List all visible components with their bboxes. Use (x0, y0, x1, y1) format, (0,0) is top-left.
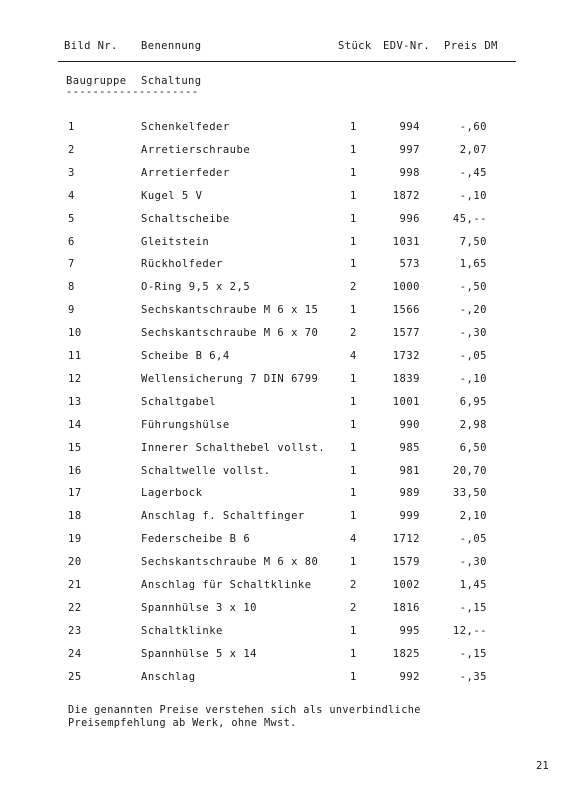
header-edv-nr: EDV-Nr. (383, 40, 431, 52)
part-quantity: 1 (350, 121, 357, 133)
part-quantity: 1 (350, 258, 357, 271)
table-row (0, 465, 565, 483)
part-quantity: 1 (350, 487, 357, 500)
part-name: Führungshülse (141, 418, 230, 431)
part-edv-number: 1000 (392, 281, 420, 294)
part-number: 7 (68, 258, 75, 271)
part-number: 5 (68, 212, 75, 225)
part-name: Innerer Schalthebel vollst. (141, 441, 326, 454)
header-preis-dm: Preis DM (444, 40, 498, 52)
part-edv-number: 1579 (392, 556, 420, 569)
part-price: -,15 (459, 601, 487, 614)
table-row (0, 442, 565, 460)
part-quantity: 1 (350, 189, 357, 202)
part-name: Arretierschraube (141, 143, 251, 156)
part-price: -,10 (459, 372, 487, 385)
part-name: Spannhülse 3 x 10 (141, 601, 257, 614)
group-name: Schaltung (141, 75, 202, 87)
table-row (0, 533, 565, 551)
table-row (0, 258, 565, 276)
part-edv-number: 1001 (392, 395, 420, 408)
part-number: 16 (68, 464, 82, 477)
part-number: 12 (68, 372, 82, 385)
part-name: Scheibe B 6,4 (141, 350, 230, 362)
part-edv-number: 992 (399, 670, 420, 683)
part-quantity: 1 (350, 464, 357, 477)
table-row (0, 510, 565, 528)
header-bild-nr: Bild Nr. (64, 40, 118, 52)
part-edv-number: 981 (399, 464, 420, 477)
part-price: 7,50 (459, 235, 487, 248)
footnote-line-2: Preisempfehlung ab Werk, ohne Mwst. (68, 718, 297, 729)
part-quantity: 2 (350, 281, 357, 294)
header-rule (58, 61, 516, 62)
part-price: 12,-- (452, 624, 487, 637)
table-row (0, 350, 565, 368)
part-price: -,45 (459, 166, 487, 179)
table-row (0, 602, 565, 620)
part-name: Sechskantschraube M 6 x 70 (141, 327, 319, 340)
part-name: Schaltscheibe (141, 212, 230, 225)
part-number: 8 (68, 281, 75, 294)
part-number: 17 (68, 487, 82, 500)
part-edv-number: 985 (399, 441, 420, 454)
part-edv-number: 994 (399, 121, 420, 133)
part-quantity: 1 (350, 395, 357, 408)
part-edv-number: 1872 (392, 189, 420, 202)
part-number: 2 (68, 143, 75, 156)
part-number: 4 (68, 189, 75, 202)
part-edv-number: 989 (399, 487, 420, 500)
table-row (0, 625, 565, 643)
part-quantity: 2 (350, 601, 357, 614)
part-quantity: 1 (350, 418, 357, 431)
part-quantity: 1 (350, 670, 357, 683)
part-quantity: 2 (350, 579, 357, 591)
part-name: Gleitstein (141, 235, 210, 248)
part-quantity: 4 (350, 350, 357, 362)
part-quantity: 4 (350, 533, 357, 546)
table-row (0, 671, 565, 689)
part-price: 33,50 (452, 487, 487, 500)
part-price: -,05 (459, 533, 487, 546)
part-number: 3 (68, 166, 75, 179)
part-price: -,50 (459, 281, 487, 294)
part-number: 21 (68, 579, 82, 591)
part-price: -,15 (459, 647, 487, 660)
table-row (0, 487, 565, 505)
part-name: Sechskantschraube M 6 x 80 (141, 556, 319, 569)
part-name: O-Ring 9,5 x 2,5 (141, 281, 251, 294)
part-number: 10 (68, 327, 82, 340)
part-name: Spannhülse 5 x 14 (141, 647, 257, 660)
part-edv-number: 990 (399, 418, 420, 431)
part-name: Sechskantschraube M 6 x 15 (141, 304, 319, 317)
part-price: 1,45 (459, 579, 487, 591)
part-name: Arretierfeder (141, 166, 230, 179)
part-edv-number: 1031 (392, 235, 420, 248)
header-benennung: Benennung (141, 40, 202, 52)
part-quantity: 1 (350, 212, 357, 225)
part-quantity: 2 (350, 327, 357, 340)
part-name: Kugel 5 V (141, 189, 203, 202)
part-price: 1,65 (459, 258, 487, 271)
part-price: -,30 (459, 556, 487, 569)
table-row (0, 121, 565, 139)
part-price: 45,-- (452, 212, 487, 225)
part-number: 18 (68, 510, 82, 523)
part-price: -,30 (459, 327, 487, 340)
table-row (0, 648, 565, 666)
part-edv-number: 999 (399, 510, 420, 523)
footnote-line-1: Die genannten Preise verstehen sich als unverbindliche (68, 705, 421, 716)
part-quantity: 1 (350, 235, 357, 248)
group-underline: -------------------- (66, 86, 199, 98)
table-row (0, 556, 565, 574)
part-edv-number: 1839 (392, 372, 420, 385)
table-row (0, 167, 565, 185)
table-row (0, 327, 565, 345)
table-row (0, 213, 565, 231)
part-number: 20 (68, 556, 82, 569)
table-row (0, 419, 565, 437)
part-price: -,35 (459, 670, 487, 683)
part-quantity: 1 (350, 647, 357, 660)
price-footnote (68, 704, 421, 730)
part-number: 25 (68, 670, 82, 683)
part-edv-number: 1712 (392, 533, 420, 546)
table-row (0, 236, 565, 254)
table-row (0, 396, 565, 414)
part-quantity: 1 (350, 166, 357, 179)
part-edv-number: 1566 (392, 304, 420, 317)
part-quantity: 1 (350, 556, 357, 569)
part-edv-number: 998 (399, 166, 420, 179)
part-quantity: 1 (350, 510, 357, 523)
part-price: 2,07 (459, 143, 487, 156)
part-number: 6 (68, 235, 75, 248)
part-name: Rückholfeder (141, 258, 223, 271)
part-name: Wellensicherung 7 DIN 6799 (141, 372, 319, 385)
part-edv-number: 997 (399, 143, 420, 156)
part-edv-number: 1577 (392, 327, 420, 340)
part-price: -,20 (459, 304, 487, 317)
part-edv-number: 1732 (392, 350, 420, 362)
part-price: 2,10 (459, 510, 487, 523)
part-name: Anschlag f. Schaltfinger (141, 510, 305, 523)
part-name: Anschlag (141, 670, 196, 683)
page-number: 21 (536, 760, 549, 772)
part-number: 22 (68, 601, 82, 614)
part-edv-number: 995 (399, 624, 420, 637)
part-quantity: 1 (350, 304, 357, 317)
table-row (0, 190, 565, 208)
part-number: 1 (68, 121, 75, 133)
table-row (0, 304, 565, 322)
part-price: -,05 (459, 350, 487, 362)
part-quantity: 1 (350, 372, 357, 385)
table-row (0, 373, 565, 391)
part-price: 6,95 (459, 395, 487, 408)
table-row (0, 281, 565, 299)
table-row (0, 144, 565, 162)
part-name: Schaltwelle vollst. (141, 464, 271, 477)
part-name: Schenkelfeder (141, 121, 230, 133)
part-quantity: 1 (350, 143, 357, 156)
group-label: Baugruppe (66, 75, 127, 87)
part-name: Lagerbock (141, 487, 203, 500)
part-number: 19 (68, 533, 82, 546)
part-price: -,10 (459, 189, 487, 202)
part-price: 20,70 (452, 464, 487, 477)
header-stueck: Stück (338, 40, 372, 52)
part-edv-number: 573 (399, 258, 420, 271)
part-number: 24 (68, 647, 82, 660)
part-number: 14 (68, 418, 82, 431)
part-number: 23 (68, 624, 82, 637)
part-price: -,60 (459, 121, 487, 133)
table-row (0, 579, 565, 597)
part-edv-number: 1825 (392, 647, 420, 660)
part-name: Schaltklinke (141, 624, 223, 637)
part-name: Schaltgabel (141, 395, 217, 408)
part-number: 9 (68, 304, 75, 317)
part-edv-number: 1816 (392, 601, 420, 614)
part-number: 11 (68, 350, 82, 362)
part-edv-number: 1002 (392, 579, 420, 591)
part-name: Anschlag für Schaltklinke (141, 579, 312, 591)
part-number: 15 (68, 441, 82, 454)
part-number: 13 (68, 395, 82, 408)
part-price: 6,50 (459, 441, 487, 454)
part-name: Federscheibe B 6 (141, 533, 251, 546)
part-edv-number: 996 (399, 212, 420, 225)
part-quantity: 1 (350, 441, 357, 454)
part-price: 2,98 (459, 418, 487, 431)
part-quantity: 1 (350, 624, 357, 637)
